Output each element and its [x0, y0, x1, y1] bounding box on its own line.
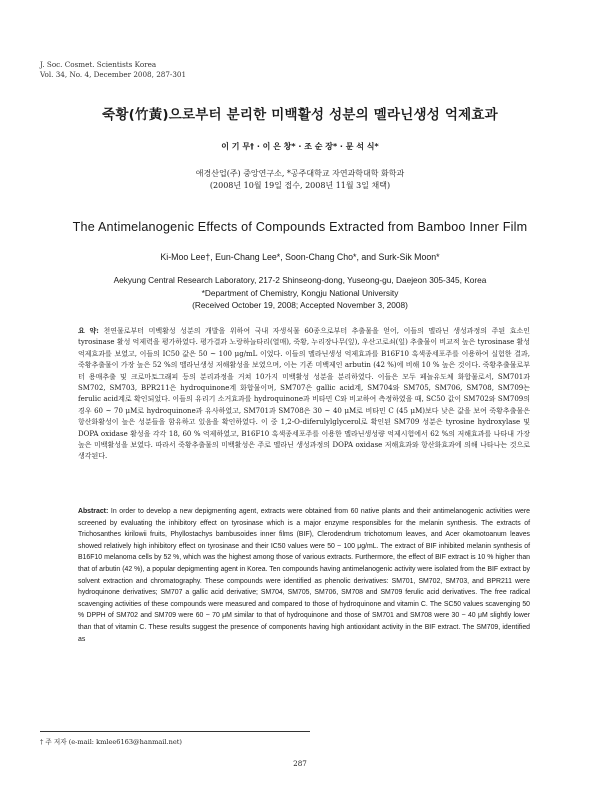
korean-abstract-label: 요 약: — [78, 326, 99, 335]
english-abstract-text: In order to develop a new depigmenting agent, extracts were obtained from 60 native plants and their antimelanogenic activities were screened by evaluating the inhibitory effect on tyrosinase which is a major enzyme responsibles for the melanin synthesis. The extracts of Trichosanthes kirilowii fruits, Phyllostachys bambusoides inner films (BIF), Clerodendrum trichotomum leaves, and Acer okamotoanum leaves showed relatively high inhibitory effect on tyrosinase and their IC50 values were 50 ~ 100 μg/mL. The extract of BIF inhibited melanin synthesis of B16F10 melanoma cells by 52 %, which was the highest among those of various extracts. Furthermore, the effect of BIF extract is 10 % higher than that of arbutin (42 %), a popular depigmenting agent in Korea. Ten compounds having antimelanogenic activity were isolated from the BIF extract by solvent extraction and chromatography. These compounds were identified as phenolic derivatives: SM701, SM702, SM703, and BPR211 were hydroquinone derivatives; SM707 a gallic acid derivative; SM704, SM705, SM706, SM708 and SM709 ferulic acid derivatives. The free radical scavenging activities of these compounds were measured and compared to those of hydroquinone and vitamin C. The SC50 values scavenging 50 % DPPH of SM702 and SM709 were 60 ~ 70 μM similar to that of hydroquinone and those of SM701 and SM708 were 30 ~ 40 μM slightly lower than that of vitamin C. These results suggest the presence of components having high antioxidant activity in the BIF extract. The SM709, identified as — [78, 508, 530, 643]
korean-affiliation: 애경산업(주) 중앙연구소, *공주대학교 자연과학대학 화학과 — [195, 169, 405, 178]
journal-volume: Vol. 34, No. 4, December 2008, 287-301 — [40, 70, 187, 79]
english-affiliation-block — [0, 274, 600, 312]
english-authors: Ki-Moo Lee†, Eun-Chang Lee*, Soon-Chang Cho*, and Surk-Sik Moon* — [160, 252, 440, 262]
footnote-divider — [40, 731, 310, 732]
english-title: The Antimelanogenic Effects of Compounds Extracted from Bamboo Inner Film — [72, 220, 528, 234]
page-number: 287 — [293, 759, 307, 768]
english-abstract-label: Abstract: — [78, 508, 109, 515]
corresponding-author-footnote: † 주 저자 (e-mail: kmlee6163@hanmail.net) — [40, 738, 182, 746]
english-affiliation-1: Aekyung Central Research Laboratory, 217-2 Shinseong-dong, Yuseong-gu, Daejeon 305-345, Korea — [113, 275, 487, 285]
english-affiliation-2: *Department of Chemistry, Kongju National University — [201, 287, 399, 298]
journal-header — [40, 60, 186, 80]
korean-abstract — [78, 325, 530, 463]
journal-name: J. Soc. Cosmet. Scientists Korea — [40, 60, 157, 69]
korean-authors: 이 기 무† · 이 은 창* · 조 순 장* · 문 석 식* — [221, 142, 379, 151]
english-dates: (Received October 19, 2008; Accepted November 3, 2008) — [192, 300, 408, 311]
korean-title: 죽황(竹黃)으로부터 분리한 미백활성 성분의 멜라닌생성 억제효과 — [102, 107, 498, 123]
korean-dates: (2008년 10월 19일 접수, 2008년 11월 3일 채택) — [209, 181, 391, 190]
english-abstract — [78, 506, 530, 645]
korean-abstract-text: 천연물로부터 미백활성 성분의 개발을 위하여 국내 자생식물 60종으로부터 추출물을 얻어, 이들의 멜라닌 생성과정의 주된 효소인 tyrosinase 활성 억제력을 평가하였다. 평가결과 노랑하늘타리(열매), 죽황, 누리장나무(잎), 우산고로쇠(잎) 추출물이 비교적 높은 tyrosinase 활성억제효과를 보였고, 이들의 IC50 값은 50 ~ 100 μg/mL 이었다. 이들의 멜라닌생성 억제효과를 B16F10 흑색종세포주를 이용하여 실험한 결과, 죽황추출물이 가장 높은 52 %의 멜라닌생성 저해활성을 보였으며, 이는 기존 미백제인 arbutin (42 %)에 비해 10 % 높은 것이다. 죽황추출물로부터 용매추출 및 크로마토그래피 등의 분리과정을 거쳐 10가지 미백활성 성분을 분리하였다. 이들은 모두 페놀유도체 화합물로서, SM701과 SM702, SM703, BPR211은 hydroquinone계 화합물이며, SM707은 gallic acid계, SM704와 SM705, SM706, SM708, SM709는 ferulic acid계로 확인되었다. 이들의 유리기 소거효과를 hydroquinone과 비타민 C와 비교하여 측정하였을 때, SC50 값이 SM702와 SM709의 경우 60 ~ 70 μM로 hydroquinone과 유사하였고, SM701과 SM708은 30 ~ 40 μM로 비타민 C (45 μM)보다 낮은 값을 보여 죽황추출물은 항산화활성이 높은 성분들을 함유하고 있음을 확인하였다. 이 중 1,2-O-diferulylglycerol로 확인된 SM709 성분은 tyrosine hydroxylase 및 DOPA oxidase 활성을 각각 18, 60 % 억제하였고, B16F10 흑색종세포주를 이용한 멜라닌생성량 억제시험에서 62 %의 저해효과를 나타내 가장 높은 미백활성을 보였다. 따라서 죽황추출물의 미백활성은 주로 멜라닌 생성과정의 DOPA oxidase 저해효과와 항산화효과에 의해 나타나는 것으로 생각된다. — [78, 327, 530, 461]
korean-affiliation-block — [0, 168, 600, 192]
